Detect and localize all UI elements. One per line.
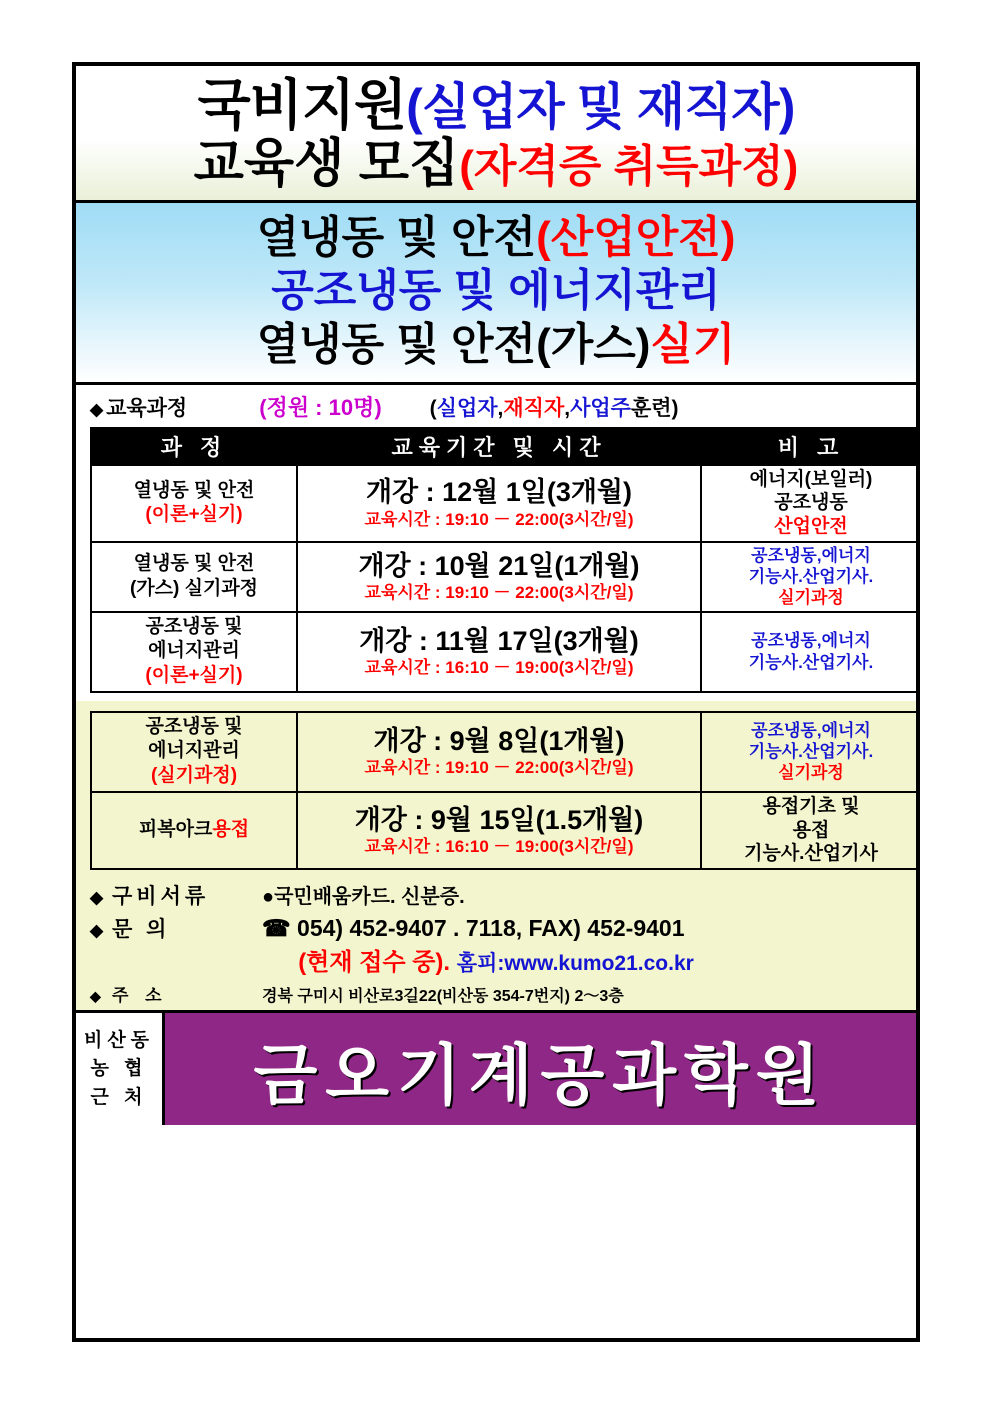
row4-course-line1: 공조냉동 및 xyxy=(145,715,243,737)
course-title-band xyxy=(76,203,916,385)
address-row xyxy=(90,979,902,1006)
row3-course xyxy=(91,612,297,692)
schedule-table-group2 xyxy=(90,711,920,870)
band-line-3 xyxy=(76,318,916,372)
row5-course-line1 xyxy=(94,818,294,843)
row5-note-line2: 용접 xyxy=(792,819,830,841)
band-line-1-b: (산업안전) xyxy=(536,212,736,262)
row5-note xyxy=(701,792,920,869)
schedule-table-group1 xyxy=(90,427,920,693)
row4-course xyxy=(91,712,297,792)
row1-course-line2: (이론+실기) xyxy=(145,504,243,526)
docs-label: 구비서류 xyxy=(112,885,210,909)
row3-period xyxy=(297,612,701,692)
target-audience xyxy=(430,392,679,422)
institute-banner xyxy=(165,1013,916,1125)
row2-note-line2: 기능사.산업기사. xyxy=(748,567,874,587)
row1-course-line1: 열냉동 및 안전 xyxy=(133,479,255,501)
headline-2-main: 교육생 모집 xyxy=(193,135,460,194)
row1-note-line1: 에너지(보일러) xyxy=(749,468,873,490)
headline-2 xyxy=(76,135,916,193)
row3-period-sub: 교육시간 : 16:10 － 19:00(3시간/일) xyxy=(364,658,634,678)
table-row xyxy=(91,542,920,612)
landmark-line-3: 근 처 xyxy=(90,1086,148,1108)
target-employed: 재직자 xyxy=(503,396,565,420)
row5-period-sub: 교육시간 : 16:10 － 19:00(3시간/일) xyxy=(364,836,634,856)
landmark-box xyxy=(76,1013,165,1125)
homepage-link[interactable]: 홈피:www.kumo21.co.kr xyxy=(456,951,694,975)
row3-course-line1: 공조냉동 및 xyxy=(145,615,243,637)
diamond-icon: ◆ xyxy=(90,888,104,908)
row3-note-line1: 공조냉동,에너지 xyxy=(751,631,871,651)
row5-note-line1: 용접기초 및 xyxy=(762,795,860,817)
header-course: 과 정 xyxy=(91,428,297,465)
address-label: 주 소 xyxy=(112,986,168,1006)
row4-course-line3: (실기과정) xyxy=(150,765,238,787)
row2-period-main: 개강 : 10월 21일(1개월) xyxy=(358,550,640,581)
row4-note xyxy=(701,712,920,792)
band-line-3-a: 열냉동 및 안전(가스) xyxy=(256,319,651,369)
band-line-3-b: 실기 xyxy=(650,319,736,369)
table-row xyxy=(91,712,920,792)
course-info-label: 교육과정 xyxy=(106,396,188,420)
docs-row xyxy=(90,882,902,912)
row2-period-sub: 교육시간 : 19:10 － 22:00(3시간/일) xyxy=(364,583,634,603)
diamond-icon: ◆ xyxy=(90,399,104,419)
diamond-icon: ◆ xyxy=(90,921,104,941)
row2-note-line3: 실기과정 xyxy=(778,588,844,608)
band-line-2 xyxy=(76,264,916,318)
course-info-section xyxy=(76,385,916,693)
row2-note-line1: 공조냉동,에너지 xyxy=(751,545,871,565)
institute-name: 금오기계공과학원 xyxy=(253,1037,828,1112)
table-row xyxy=(91,612,920,692)
row3-course-line2: 에너지관리 xyxy=(148,640,240,662)
row5-course-text-a: 피복아크 xyxy=(138,819,213,841)
row3-note xyxy=(701,612,920,692)
address-value: 경북 구미시 비산로3길22(비산동 354-7번지) 2～3층 xyxy=(262,988,624,1006)
contact-label: 문 의 xyxy=(112,918,171,942)
row5-course xyxy=(91,792,297,869)
table-header-row xyxy=(91,428,920,465)
schedule-group2-wrapper xyxy=(76,701,916,878)
row1-course xyxy=(91,465,297,542)
headline-1-main: 국비지원 xyxy=(197,74,407,136)
row2-period xyxy=(297,542,701,612)
target-comma-2: , xyxy=(564,396,571,420)
target-comma-1: , xyxy=(497,396,504,420)
poster-header xyxy=(76,66,916,203)
row1-period-sub: 교육시간 : 19:10 － 22:00(3시간/일) xyxy=(364,509,634,529)
row5-period xyxy=(297,792,701,869)
row1-note-line3: 산업안전 xyxy=(774,516,848,538)
row5-course-text-b: 용접 xyxy=(212,819,250,841)
row2-course-line2: (가스) 실기과정 xyxy=(129,577,259,599)
row3-course-line3: (이론+실기) xyxy=(145,665,243,687)
row1-note-line2: 공조냉동 xyxy=(774,492,848,514)
band-line-1 xyxy=(76,211,916,265)
table-row xyxy=(91,792,920,869)
poster xyxy=(72,62,920,1342)
headline-1-sub: (실업자 및 재직자) xyxy=(406,79,795,135)
row4-period-sub: 교육시간 : 19:10 － 22:00(3시간/일) xyxy=(364,758,634,778)
headline-1 xyxy=(76,76,916,135)
row4-note-line2: 기능사.산업기사. xyxy=(748,742,874,762)
contact-row xyxy=(90,912,902,945)
target-employer: 사업주 xyxy=(570,396,631,420)
target-open: ( xyxy=(429,396,437,420)
landmark-line-2: 농 협 xyxy=(90,1058,148,1080)
row4-period xyxy=(297,712,701,792)
row3-note-line2: 기능사.산업기사. xyxy=(748,652,874,672)
row1-period xyxy=(297,465,701,542)
docs-value: ●국민배움카드. 신분증. xyxy=(262,886,465,909)
target-unemployed: 실업자 xyxy=(436,396,498,420)
capacity-text: (정원 : 10명) xyxy=(259,394,382,420)
row5-period-main: 개강 : 9월 15일(1.5개월) xyxy=(354,804,644,835)
row3-period-main: 개강 : 11월 17일(3개월) xyxy=(359,625,639,656)
band-line-2-text: 공조냉동 및 에너지관리 xyxy=(271,266,721,316)
row5-note-line3: 기능사.산업기사 xyxy=(744,843,878,865)
headline-2-sub: (자격증 취득과정) xyxy=(459,142,799,192)
row1-period-main: 개강 : 12월 1일(3개월) xyxy=(365,477,633,508)
row2-course-line1: 열냉동 및 안전 xyxy=(133,553,255,575)
row4-note-line1: 공조냉동,에너지 xyxy=(751,720,871,740)
bottom-bar xyxy=(76,1010,916,1125)
row4-course-line2: 에너지관리 xyxy=(148,740,240,762)
table-row xyxy=(91,465,920,542)
row2-note xyxy=(701,542,920,612)
details-section xyxy=(76,878,916,1010)
course-info-header xyxy=(90,391,902,422)
status-badge: (현재 접수 중). xyxy=(298,948,451,976)
contact-value: ☎ 054) 452-9407 . 7118, FAX) 452-9401 xyxy=(262,915,685,942)
header-period: 교육기간 및 시간 xyxy=(297,428,701,465)
row2-course xyxy=(91,542,297,612)
header-note: 비 고 xyxy=(701,428,920,465)
row4-period-main: 개강 : 9월 8일(1개월) xyxy=(373,725,625,756)
status-row xyxy=(90,946,902,980)
row4-note-line3: 실기과정 xyxy=(778,763,844,783)
landmark-line-1: 비산동 xyxy=(83,1029,155,1051)
target-tail: 훈련) xyxy=(630,396,679,420)
row1-note xyxy=(701,465,920,542)
diamond-icon: ◆ xyxy=(90,988,101,1005)
band-line-1-a: 열냉동 및 안전 xyxy=(256,212,537,262)
